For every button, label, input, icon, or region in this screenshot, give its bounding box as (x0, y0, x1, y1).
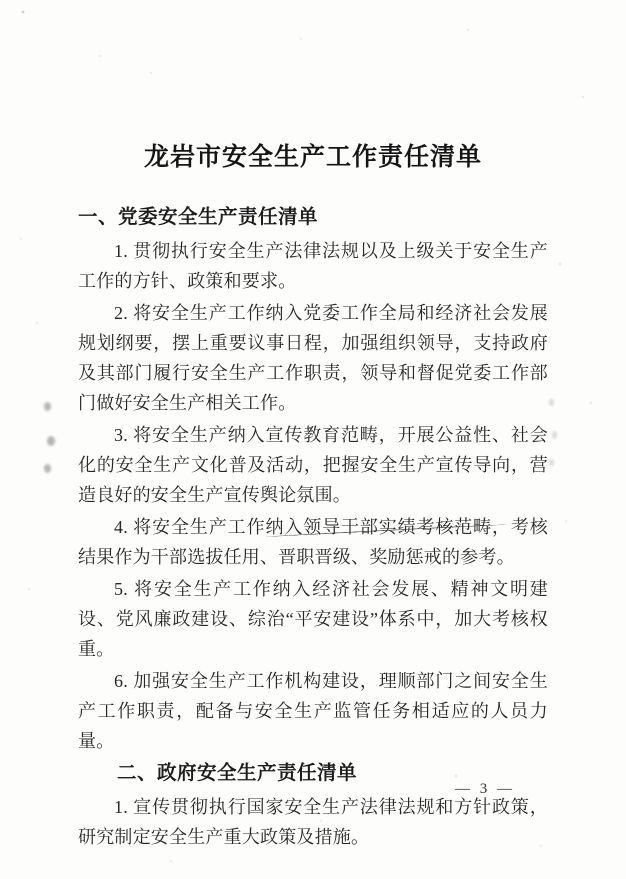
section-1-item-5: 5. 将安全生产工作纳入经济社会发展、精神文明建设、党风廉政建设、综治“平安建设”体系中，加大考核权重。 (78, 579, 548, 659)
section-1-item-3: 3. 将安全生产纳入宣传教育范畴，开展公益性、社会化的安全生产文化普及活动，把握安全生产宣传导向，营造良好的安全生产宣传舆论氛围。 (78, 425, 548, 505)
document-title: 龙岩市安全生产工作责任清单 (143, 144, 482, 171)
item-4-suffix: 考核结果作为干部选拔任用、晋职晋级、奖励惩戒的参考。 (78, 517, 548, 567)
section-1-heading: 一、党委安全生产责任清单 (78, 206, 319, 228)
section-2-heading: 二、政府安全生产责任清单 (117, 762, 358, 784)
scan-noise (0, 0, 2, 2)
margin-smudge (44, 464, 51, 473)
section-1-item-4 (78, 512, 548, 572)
margin-smudge (552, 431, 557, 439)
section-1-item-1: 1. 贯彻执行安全生产法律法规以及上级关于安全生产工作的方针、政策和要求。 (78, 241, 548, 291)
margin-smudge (549, 459, 554, 466)
item-4-prefix: 4. 将安全生产工作 (114, 517, 266, 537)
document-body (78, 140, 548, 854)
section-2-item-1: 1. 宣传贯彻执行国家安全生产法律法规和方针政策，研究制定安全生产重大政策及措施。 (78, 797, 548, 847)
section-1-item-6: 6. 加强安全生产工作机构建设，理顺部门之间安全生产工作职责，配备与安全生产监管任务相适应的人员力量。 (78, 671, 548, 751)
item-4-pen-underlined-text: 纳入领导干部实绩考核范畴， (265, 517, 511, 537)
margin-smudge (44, 402, 51, 411)
margin-smudge (47, 436, 55, 446)
page-number: — 3 — (455, 781, 515, 797)
section-1-item-2: 2. 将安全生产工作纳入党委工作全局和经济社会发展规划纲要，摆上重要议事日程，加强组织领导，支持政府及其部门履行安全生产工作职责，领导和督促党委工作部门做好安全生产相关工作。 (78, 303, 548, 413)
margin-smudge (549, 399, 554, 406)
